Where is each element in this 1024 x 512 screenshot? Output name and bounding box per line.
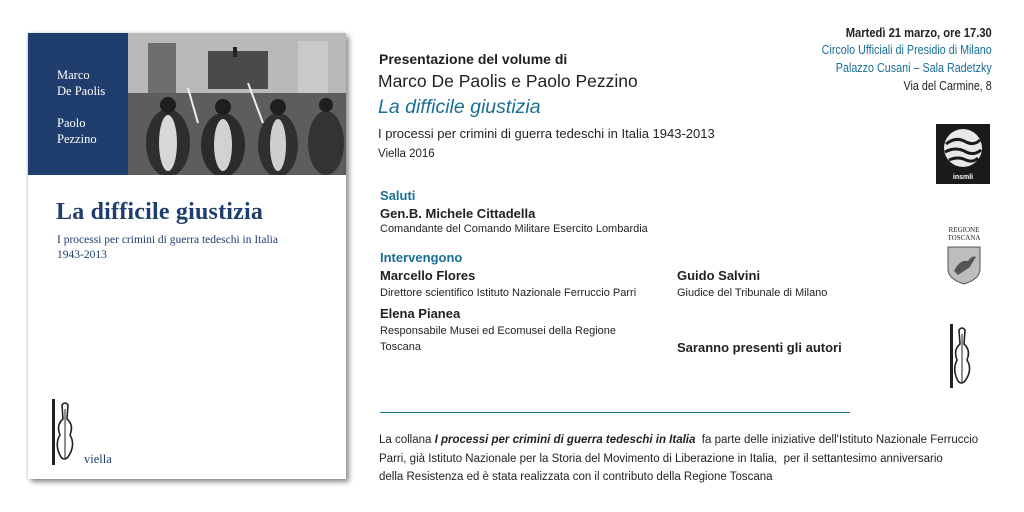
presentation-intro: Presentazione del volume di: [379, 51, 568, 67]
cover-author1-last: De Paolis: [57, 84, 106, 98]
intervengono-heading: Intervengono: [380, 250, 463, 265]
viella-violin-logo: [52, 399, 78, 465]
cover-photo: [128, 33, 346, 175]
saluti-name: Gen.B. Michele Cittadella: [380, 206, 536, 221]
saluti-heading: Saluti: [380, 188, 416, 203]
speaker-role: Direttore scientifico Istituto Nazionale Ferruccio Parri: [380, 287, 637, 299]
pegasus-shield-icon: [946, 245, 982, 285]
viella-logo-small: [950, 324, 974, 388]
cover-authors: [57, 67, 105, 147]
book-subtitle: I processi per crimini di guerra tedeschi in Italia 1943-2013: [378, 126, 715, 141]
cover-subtitle-line2: 1943-2013: [57, 249, 107, 261]
speaker-role-line1: Responsabile Musei ed Ecomusei della Regione: [380, 325, 617, 337]
event-address: Via del Carmine, 8: [903, 79, 992, 93]
cover-author2-last: Pezzino: [57, 132, 97, 146]
book-cover: [28, 33, 346, 479]
saluti-role: Comandante del Comando Militare Esercito Lombardia: [380, 223, 648, 235]
event-venue2: Palazzo Cusani – Sala Radetzky: [836, 61, 992, 75]
toscana-label-2: TOSCANA: [947, 234, 981, 242]
section-divider: [380, 412, 850, 413]
footer-line3: della Resistenza ed è stata realizzata con il contributo della Regione Toscana: [379, 471, 773, 483]
footer-line2: Parri, già Istituto Nazionale per la Storia del Movimento di Liberazione in Italia, per il settantesimo anniversario: [379, 452, 943, 465]
book-publisher-year: Viella 2016: [378, 148, 435, 160]
speaker-name: Marcello Flores: [380, 268, 476, 283]
cover-subtitle-line1: I processi per crimini di guerra tedeschi in Italia: [57, 234, 278, 246]
event-date: Martedì 21 marzo, ore 17.30: [845, 25, 992, 40]
cover-subtitle: [57, 233, 327, 263]
authors-present-note: Saranno presenti gli autori: [677, 340, 842, 355]
cover-title: La difficile giustizia: [56, 199, 264, 225]
regione-toscana-logo: [940, 226, 988, 290]
cover-author2-first: Paolo: [57, 116, 86, 130]
insmli-logo: [936, 124, 990, 184]
footer-line1-rest: fa parte delle iniziative dell'Istituto Nazionale Ferruccio: [695, 434, 979, 446]
book-title: La difficile giustizia: [378, 96, 541, 118]
speaker-role-line2: Toscana: [380, 341, 421, 353]
insmli-globe-icon: [936, 124, 990, 172]
footer-pre: La collana: [379, 434, 435, 446]
cover-publisher: viella: [84, 452, 112, 466]
event-venue1: Circolo Ufficiali di Presidio di Milano: [821, 43, 992, 57]
footer-line1: [379, 431, 984, 450]
footer-note: [379, 431, 984, 487]
insmli-label: insmli: [952, 174, 974, 181]
speaker-role: Giudice del Tribunale di Milano: [677, 287, 828, 299]
book-authors: Marco De Paolis e Paolo Pezzino: [378, 71, 638, 91]
speaker-name: Guido Salvini: [677, 268, 761, 283]
event-info: [794, 24, 992, 95]
speaker-name: Elena Pianea: [380, 306, 461, 321]
cover-author1-first: Marco: [57, 68, 90, 82]
toscana-label-1: REGIONE: [948, 226, 980, 234]
footer-series-title: I processi per crimini di guerra tedeschi in Italia: [434, 434, 696, 446]
